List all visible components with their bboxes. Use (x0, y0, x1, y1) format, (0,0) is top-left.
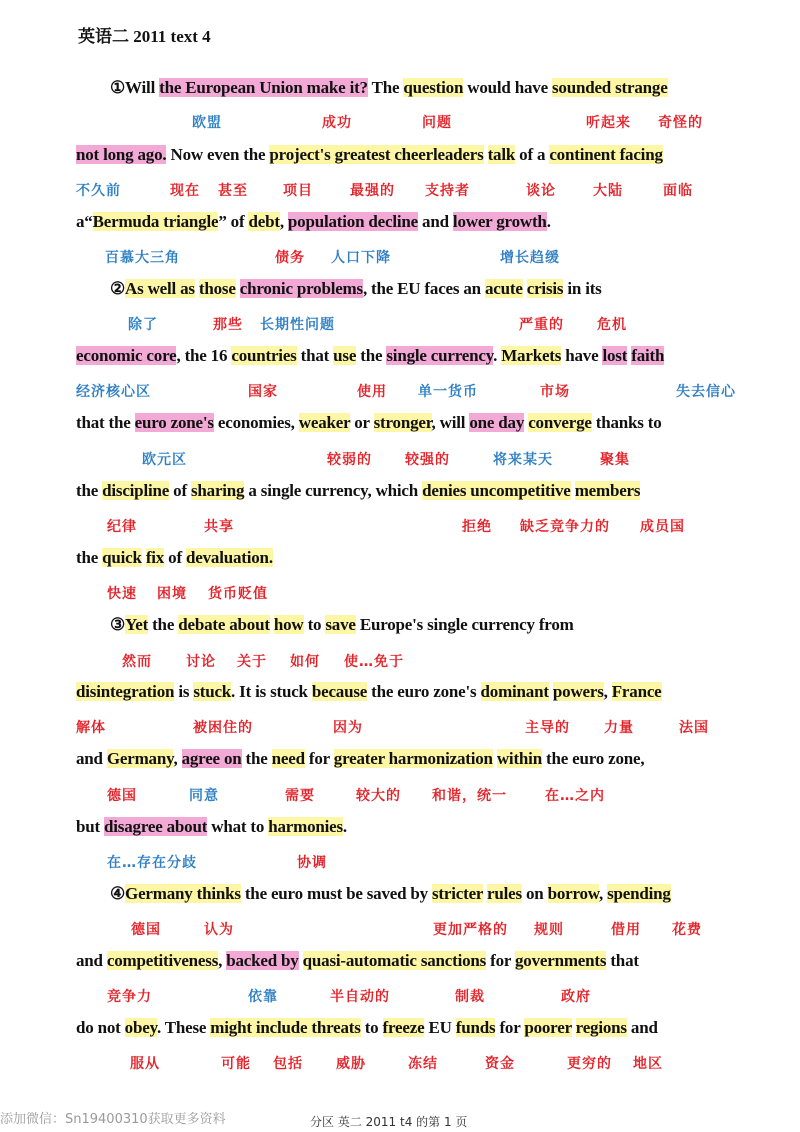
annotation-word: 困境 (157, 586, 187, 602)
highlighted-phrase: crisis (526, 279, 564, 298)
annotation-word: 支持者 (425, 183, 470, 199)
annotation-word: 将来某天 (493, 452, 553, 468)
key-phrase: lower growth (452, 212, 547, 231)
plain-text: ” of (218, 212, 249, 231)
annotation-word: 奇怪的 (658, 115, 703, 131)
plain-text: what to (207, 817, 269, 836)
annotation-word: 服从 (130, 1056, 160, 1072)
plain-text: the (241, 749, 272, 768)
annotation-word: 人口下降 (331, 250, 391, 266)
annotation-word: 需要 (285, 788, 315, 804)
annotation-word: 协调 (297, 855, 327, 871)
plain-text: , (279, 212, 288, 231)
annotation-word: 力量 (604, 720, 634, 736)
key-phrase: chronic problems (239, 279, 363, 298)
annotation-word: 项目 (283, 183, 313, 199)
plain-text: but (76, 817, 105, 836)
highlighted-phrase: freeze (382, 1018, 425, 1037)
annotation-word: 市场 (540, 384, 570, 400)
annotation-word: 缺乏竞争力的 (520, 519, 610, 535)
plain-text: , the EU faces an (362, 279, 485, 298)
annotation-word: 因为 (333, 720, 363, 736)
highlighted-phrase: funds (455, 1018, 496, 1037)
highlighted-phrase: sounded strange (551, 78, 668, 97)
annotation-word: 严重的 (519, 317, 564, 333)
annotation-word: 法国 (679, 720, 709, 736)
plain-text: the (356, 346, 387, 365)
annotation-word: 增长趋缓 (500, 250, 560, 266)
highlighted-phrase: members (574, 481, 641, 500)
annotation-word: 欧盟 (192, 115, 222, 131)
highlighted-phrase: Markets (501, 346, 562, 365)
annotation-word: 较大的 (356, 788, 401, 804)
plain-text: ①Will (110, 78, 160, 97)
highlighted-phrase: powers (552, 682, 604, 701)
plain-text: of a (515, 145, 550, 164)
plain-text: thanks to (591, 413, 662, 432)
key-phrase: backed by (226, 951, 299, 970)
document-title: 英语二 2011 text 4 (78, 27, 211, 46)
key-phrase: one day (469, 413, 525, 432)
highlighted-phrase: use (333, 346, 357, 365)
annotation-word: 使用 (357, 384, 387, 400)
key-phrase: disagree about (104, 817, 208, 836)
plain-text: and (76, 951, 107, 970)
plain-text: of (169, 481, 191, 500)
highlighted-phrase: acute (484, 279, 523, 298)
annotation-word: 不久前 (76, 183, 121, 199)
plain-text: for (495, 1018, 525, 1037)
highlighted-phrase: poorer (524, 1018, 572, 1037)
annotation-word: 冻结 (408, 1056, 438, 1072)
highlighted-phrase: within (496, 749, 542, 768)
highlighted-phrase: obey (124, 1018, 157, 1037)
highlighted-phrase: Germany thinks (125, 884, 241, 903)
plain-text: that (296, 346, 334, 365)
annotation-word: 听起来 (586, 115, 631, 131)
annotation-word: 地区 (633, 1056, 663, 1072)
highlighted-phrase: weaker (298, 413, 351, 432)
key-phrase: lost (602, 346, 628, 365)
plain-text: . These (156, 1018, 211, 1037)
plain-text: for (486, 951, 515, 970)
annotation-word: 那些 (213, 317, 243, 333)
plain-text: would have (463, 78, 552, 97)
annotation-word: 在…之内 (545, 788, 605, 804)
highlighted-phrase: might include threats (210, 1018, 361, 1037)
annotation-word: 德国 (107, 788, 137, 804)
highlighted-phrase: project's greatest cheerleaders (269, 145, 484, 164)
highlighted-phrase: talk (487, 145, 516, 164)
highlighted-phrase: stricter (432, 884, 483, 903)
annotation-word: 更加严格的 (433, 922, 508, 938)
highlighted-phrase: those (198, 279, 236, 298)
annotation-word: 和谐，统一 (432, 788, 507, 804)
plain-text: the euro zone, (541, 749, 645, 768)
annotation-word: 快速 (107, 586, 137, 602)
annotation-word: 德国 (131, 922, 161, 938)
plain-text: ③ (110, 615, 126, 634)
text-line (76, 209, 551, 235)
footer-watermark: 添加微信：Sn19400310获取更多资料 (0, 1112, 226, 1127)
annotation-word: 规则 (534, 922, 564, 938)
text-line (76, 545, 273, 571)
plain-text: of (164, 548, 186, 567)
key-phrase: not long ago. (76, 145, 167, 164)
annotation-word: 较强的 (405, 452, 450, 468)
plain-text: is (174, 682, 194, 701)
plain-text: the (76, 481, 103, 500)
plain-text: . It is stuck (231, 682, 312, 701)
highlighted-phrase: rules (487, 884, 522, 903)
annotation-word: 纪律 (107, 519, 137, 535)
key-phrase: the European Union make it? (159, 78, 368, 97)
highlighted-phrase: greater harmonization (333, 749, 493, 768)
text-line (76, 679, 662, 705)
plain-text: the euro must be saved by (240, 884, 433, 903)
highlighted-phrase: denies uncompetitive (422, 481, 571, 500)
plain-text (484, 145, 488, 164)
highlighted-phrase: dominant (480, 682, 549, 701)
annotation-word: 如何 (290, 654, 320, 670)
highlighted-phrase: sharing (190, 481, 245, 500)
highlighted-phrase: countries (231, 346, 297, 365)
annotation-word: 经济核心区 (76, 384, 151, 400)
annotation-word: 面临 (663, 183, 693, 199)
annotation-word: 包括 (273, 1056, 303, 1072)
highlighted-phrase: competitiveness (106, 951, 219, 970)
plain-text: to (360, 1018, 383, 1037)
plain-text: to (303, 615, 326, 634)
plain-text: Now even the (166, 145, 270, 164)
key-phrase: economic core (76, 346, 177, 365)
annotation-word: 竞争力 (107, 989, 152, 1005)
text-line (110, 612, 574, 638)
plain-text: , (603, 682, 612, 701)
annotation-word: 欧元区 (142, 452, 187, 468)
annotation-word: 威胁 (336, 1056, 366, 1072)
annotation-word: 制裁 (455, 989, 485, 1005)
highlighted-phrase: governments (515, 951, 607, 970)
annotation-word: 较弱的 (327, 452, 372, 468)
annotation-word: 依靠 (248, 989, 278, 1005)
plain-text: ④ (110, 884, 126, 903)
plain-text: , (598, 884, 608, 903)
highlighted-phrase: debate about (178, 615, 270, 634)
plain-text: , the 16 (176, 346, 232, 365)
annotation-word: 更穷的 (567, 1056, 612, 1072)
annotation-word: 花费 (672, 922, 702, 938)
plain-text: on (521, 884, 548, 903)
highlighted-phrase: Bermuda triangle (92, 212, 219, 231)
highlighted-phrase: France (611, 682, 662, 701)
annotation-word: 政府 (561, 989, 591, 1005)
plain-text: and (626, 1018, 658, 1037)
plain-text: and (418, 212, 453, 231)
annotation-word: 国家 (248, 384, 278, 400)
text-line (76, 948, 639, 974)
plain-text: economies, (213, 413, 299, 432)
plain-text: , (218, 951, 227, 970)
text-line (76, 343, 664, 369)
plain-text: for (304, 749, 334, 768)
plain-text: and (76, 749, 107, 768)
annotation-word: 甚至 (218, 183, 248, 199)
plain-text: , will (431, 413, 470, 432)
annotation-word: 长期性问题 (260, 317, 335, 333)
annotation-word: 问题 (422, 115, 452, 131)
plain-text: do not (76, 1018, 125, 1037)
plain-text: or (350, 413, 374, 432)
annotation-word: 在…存在分歧 (107, 855, 197, 871)
plain-text: a“ (76, 212, 93, 231)
plain-text: ② (110, 279, 126, 298)
annotation-word: 聚集 (600, 452, 630, 468)
text-line (110, 881, 671, 907)
annotation-word: 大陆 (593, 183, 623, 199)
highlighted-phrase: spending (607, 884, 671, 903)
annotation-word: 关于 (237, 654, 267, 670)
annotation-word: 资金 (485, 1056, 515, 1072)
annotation-word: 单一货币 (418, 384, 478, 400)
text-line (76, 814, 347, 840)
plain-text: . (546, 212, 551, 231)
annotation-word: 认为 (204, 922, 234, 938)
highlighted-phrase: Yet (125, 615, 149, 634)
annotation-word: 谈论 (526, 183, 556, 199)
plain-text: a single currency, which (244, 481, 423, 500)
annotation-word: 讨论 (186, 654, 216, 670)
annotation-word: 借用 (611, 922, 641, 938)
key-phrase: faith (631, 346, 665, 365)
footer-page-label: 分区 英二 2011 t4 的第 1 页 (310, 1115, 468, 1129)
annotation-word: 被困住的 (193, 720, 253, 736)
text-line (76, 142, 663, 168)
text-line (76, 746, 644, 772)
annotation-word: 失去信心 (676, 384, 736, 400)
plain-text: the (148, 615, 179, 634)
key-phrase: agree on (181, 749, 242, 768)
highlighted-phrase: quasi-automatic sanctions (302, 951, 487, 970)
highlighted-phrase: Germany (106, 749, 174, 768)
highlighted-phrase: quick (102, 548, 142, 567)
annotation-word: 现在 (170, 183, 200, 199)
annotation-word: 半自动的 (330, 989, 390, 1005)
annotation-word: 解体 (76, 720, 106, 736)
annotation-word: 货币贬值 (208, 586, 268, 602)
annotation-word: 危机 (597, 317, 627, 333)
highlighted-phrase: stuck (193, 682, 232, 701)
highlighted-phrase: disintegration (76, 682, 175, 701)
key-phrase: single currency (386, 346, 494, 365)
plain-text: . (342, 817, 347, 836)
annotation-word: 成员国 (640, 519, 685, 535)
annotation-word: 百慕大三角 (105, 250, 180, 266)
text-line (110, 75, 668, 101)
highlighted-phrase: how (273, 615, 304, 634)
plain-text: the euro zone's (367, 682, 481, 701)
plain-text: that (606, 951, 639, 970)
key-phrase: euro zone's (134, 413, 214, 432)
highlighted-phrase: devaluation. (186, 548, 273, 567)
plain-text: EU (424, 1018, 456, 1037)
highlighted-phrase: stronger (373, 413, 432, 432)
highlighted-phrase: regions (575, 1018, 627, 1037)
plain-text: The (367, 78, 404, 97)
plain-text: that the (76, 413, 135, 432)
highlighted-phrase: harmonies (268, 817, 343, 836)
plain-text: Europe's single currency from (355, 615, 574, 634)
highlighted-phrase: converge (528, 413, 592, 432)
annotation-word: 最强的 (350, 183, 395, 199)
key-phrase: population decline (287, 212, 418, 231)
text-line (76, 410, 662, 436)
highlighted-phrase: discipline (102, 481, 170, 500)
annotation-word: 除了 (128, 317, 158, 333)
plain-text: in its (563, 279, 602, 298)
highlighted-phrase: save (325, 615, 356, 634)
text-line (76, 478, 640, 504)
highlighted-phrase: need (271, 749, 305, 768)
annotation-word: 主导的 (525, 720, 570, 736)
plain-text: the (76, 548, 103, 567)
annotation-word: 同意 (189, 788, 219, 804)
plain-text: have (561, 346, 603, 365)
annotation-word: 可能 (221, 1056, 251, 1072)
annotation-word: 使…免于 (344, 654, 404, 670)
highlighted-phrase: question (403, 78, 464, 97)
text-line (110, 276, 602, 302)
annotation-word: 债务 (275, 250, 305, 266)
annotation-word: 共享 (204, 519, 234, 535)
annotation-word: 然而 (122, 654, 152, 670)
highlighted-phrase: because (311, 682, 368, 701)
plain-text: , (173, 749, 182, 768)
highlighted-phrase: continent facing (549, 145, 663, 164)
highlighted-phrase: As well as (125, 279, 195, 298)
plain-text: . (493, 346, 502, 365)
highlighted-phrase: debt (248, 212, 280, 231)
highlighted-phrase: fix (145, 548, 165, 567)
annotation-word: 拒绝 (462, 519, 492, 535)
highlighted-phrase: borrow (547, 884, 599, 903)
text-line (76, 1015, 658, 1041)
annotation-word: 成功 (322, 115, 352, 131)
